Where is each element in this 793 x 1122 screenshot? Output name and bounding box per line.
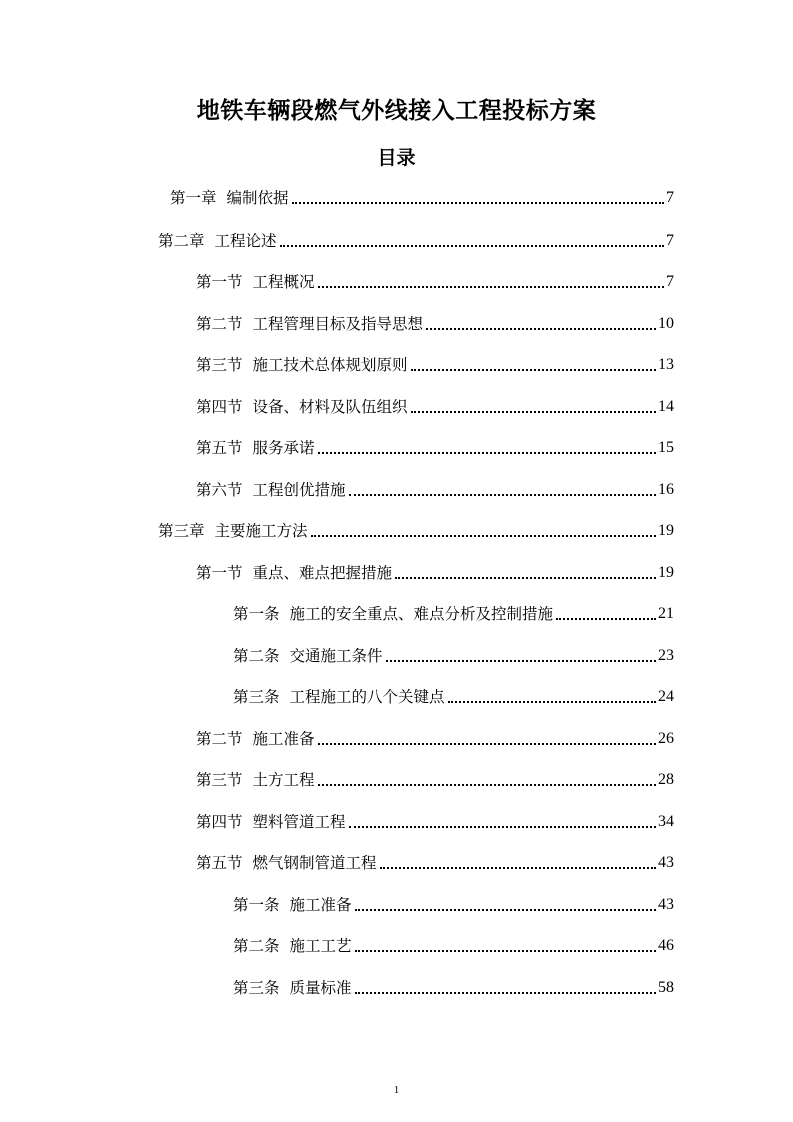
toc-entry[interactable] <box>233 601 674 625</box>
toc-entry-number: 第六节 <box>196 481 243 499</box>
toc-entry-page: 19 <box>658 564 674 581</box>
toc-entry-number: 第三章 <box>158 522 205 540</box>
toc-entry-page: 14 <box>658 398 674 415</box>
toc-entry-page: 46 <box>658 937 674 954</box>
toc-entry[interactable] <box>233 975 674 999</box>
toc-entry[interactable] <box>196 269 674 293</box>
toc-entry[interactable] <box>196 352 674 376</box>
toc-entry-title: 施工的安全重点、难点分析及控制措施 <box>289 605 554 623</box>
toc-dot-leader <box>349 826 656 828</box>
toc-entry-number: 第五节 <box>196 439 243 457</box>
toc-entry-page: 23 <box>658 647 674 664</box>
toc-entry-page: 58 <box>658 979 674 996</box>
toc-entry[interactable] <box>196 311 674 335</box>
toc-dot-leader <box>411 411 656 413</box>
toc-entry-number: 第三条 <box>233 688 280 706</box>
toc-dot-leader <box>318 286 664 288</box>
toc-entry-number: 第一节 <box>196 273 243 291</box>
toc-dot-leader <box>556 618 656 620</box>
toc-entry[interactable] <box>233 643 674 667</box>
toc-entry-number: 第二条 <box>233 937 280 955</box>
toc-entry-number: 第二条 <box>233 647 280 665</box>
toc-entry-number: 第三节 <box>196 771 243 789</box>
toc-entry-number: 第五节 <box>196 854 243 872</box>
toc-entry-title: 工程管理目标及指导思想 <box>252 315 424 333</box>
toc-entry-number: 第四节 <box>196 398 243 416</box>
toc-dot-leader <box>292 202 664 204</box>
toc-dot-leader <box>411 369 656 371</box>
toc-entry-title: 服务承诺 <box>252 439 315 457</box>
toc-entry-title: 工程论述 <box>214 232 277 250</box>
toc-entry-page: 26 <box>658 730 674 747</box>
toc-entry[interactable] <box>196 560 674 584</box>
toc-entry[interactable] <box>233 684 674 708</box>
toc-entry[interactable] <box>158 228 674 252</box>
toc-entry[interactable] <box>196 394 674 418</box>
toc-entry-title: 设备、材料及队伍组织 <box>252 398 408 416</box>
toc-entry-title: 重点、难点把握措施 <box>252 564 393 582</box>
toc-entry-page: 28 <box>658 771 674 788</box>
toc-dot-leader <box>355 992 656 994</box>
toc-entry[interactable] <box>170 185 674 209</box>
toc-entry-page: 7 <box>666 189 674 206</box>
toc-entry-number: 第二节 <box>196 730 243 748</box>
toc-dot-leader <box>448 701 656 703</box>
toc-entry-page: 10 <box>658 315 674 332</box>
toc-dot-leader <box>318 452 656 454</box>
toc-entry-page: 24 <box>658 688 674 705</box>
toc-entry[interactable] <box>196 767 674 791</box>
toc-dot-leader <box>426 328 656 330</box>
toc-entry-page: 43 <box>658 896 674 913</box>
toc-entry[interactable] <box>196 726 674 750</box>
toc-heading: 目录 <box>377 147 416 169</box>
toc-entry-title: 施工技术总体规划原则 <box>252 356 408 374</box>
toc-entry-title: 燃气钢制管道工程 <box>252 854 377 872</box>
toc-entry-title: 施工准备 <box>289 896 352 914</box>
toc-entry[interactable] <box>196 477 674 501</box>
toc-entry-page: 43 <box>658 854 674 871</box>
toc-entry[interactable] <box>196 809 674 833</box>
toc-entry[interactable] <box>196 850 674 874</box>
toc-entry-title: 工程创优措施 <box>252 481 346 499</box>
toc-entry[interactable] <box>158 518 674 542</box>
toc-entry-number: 第一章 <box>170 189 217 207</box>
toc-dot-leader <box>386 660 656 662</box>
toc-entry-title: 交通施工条件 <box>289 647 383 665</box>
toc-entry-number: 第四节 <box>196 813 243 831</box>
toc-entry-page: 7 <box>666 232 674 249</box>
toc-dot-leader <box>355 950 656 952</box>
document-title: 地铁车辆段燃气外线接入工程投标方案 <box>196 98 597 124</box>
toc-entry-title: 工程施工的八个关键点 <box>289 688 445 706</box>
toc-entry-page: 7 <box>666 273 674 290</box>
toc-dot-leader <box>318 784 656 786</box>
toc-dot-leader <box>318 743 656 745</box>
toc-entry-page: 19 <box>658 522 674 539</box>
toc-dot-leader <box>349 494 656 496</box>
toc-entry-number: 第二节 <box>196 315 243 333</box>
toc-entry-page: 21 <box>658 605 674 622</box>
toc-entry-title: 工程概况 <box>252 273 315 291</box>
toc-entry[interactable] <box>233 933 674 957</box>
toc-entry-page: 15 <box>658 439 674 456</box>
toc-entry-title: 编制依据 <box>226 189 289 207</box>
toc-entry-page: 16 <box>658 481 674 498</box>
toc-entry-title: 土方工程 <box>252 771 315 789</box>
toc-dot-leader <box>280 245 664 247</box>
toc-entry-number: 第一节 <box>196 564 243 582</box>
toc-dot-leader <box>395 577 656 579</box>
toc-entry-number: 第三条 <box>233 979 280 997</box>
toc-entry-title: 主要施工方法 <box>214 522 308 540</box>
toc-entry[interactable] <box>233 892 674 916</box>
toc-dot-leader <box>380 867 656 869</box>
toc-entry-number: 第二章 <box>158 232 205 250</box>
toc-entry-title: 施工工艺 <box>289 937 352 955</box>
page-number: 1 <box>393 1084 400 1096</box>
toc-entry-number: 第三节 <box>196 356 243 374</box>
toc-entry-title: 质量标准 <box>289 979 352 997</box>
toc-entry-title: 塑料管道工程 <box>252 813 346 831</box>
toc-entry-page: 34 <box>658 813 674 830</box>
toc-entry[interactable] <box>196 435 674 459</box>
toc-dot-leader <box>311 535 656 537</box>
toc-entry-number: 第一条 <box>233 896 280 914</box>
toc-dot-leader <box>355 909 656 911</box>
toc-entry-page: 13 <box>658 356 674 373</box>
toc-entry-title: 施工准备 <box>252 730 315 748</box>
toc-entry-number: 第一条 <box>233 605 280 623</box>
